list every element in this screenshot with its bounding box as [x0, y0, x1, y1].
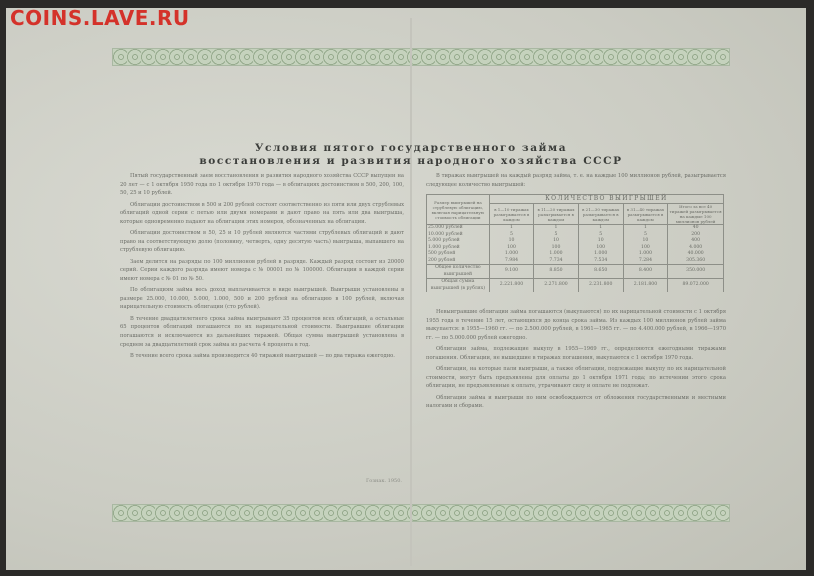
table-row — [427, 258, 724, 265]
table-cell: 7.984 — [489, 258, 533, 265]
table-cell: 10 — [623, 238, 668, 245]
site-watermark: COINS.LAVE.RU — [10, 6, 190, 30]
prize-table — [426, 194, 724, 292]
left-conditions-column — [120, 172, 404, 363]
quantity-header: КОЛИЧЕСТВО ВЫИГРЫШЕЙ — [489, 195, 723, 204]
prize-amount: 1.000 рублей — [427, 245, 490, 252]
title-line-2: восстановления и развития народного хозяйства СССР — [199, 155, 623, 167]
paragraph: В течение двадцатилетнего срока займа выигрывают 35 процентов всех облигаций, а остальные 65 процентов облигаций погашаются по их нарицательной стоимости. Выигравшие облигации погашаются и исключаются из дальнейших тиражей. Общая сумма выигрышей установлена в среднем за двадцатилетний срок займа из расчета 4 процента в год. — [120, 315, 404, 348]
table-cell: 40.000 — [668, 251, 724, 258]
table-cell: 7.284 — [623, 258, 668, 265]
paragraph: Пятый государственный заем восстановления и развития народного хозяйства СССР выпущен на 20 лет — с 1 октября 1950 года по 1 октября 1970 года — в облигациях достоинством в 500, 200, 100, 50, 25 и 10 рублей. — [120, 173, 404, 197]
table-cell: 7.734 — [534, 258, 579, 265]
table-cell: 10 — [578, 238, 623, 245]
col-header: Итого за все 40 тиражей разыгрывается на каждые 100 миллионов рублей — [669, 204, 722, 224]
table-cell: 1 — [534, 225, 579, 232]
table-cell: 1 — [489, 225, 533, 232]
right-intro-column — [426, 172, 726, 192]
prize-amount: 200 рублей — [427, 258, 490, 265]
bond-document — [6, 8, 806, 570]
table-cell: 1.000 — [578, 251, 623, 258]
paragraph: Облигации займа и выигрыши по ним освобождаются от обложения государственными и местными налогами и сборами. — [426, 394, 726, 410]
table-row-count — [427, 265, 724, 279]
table-cell: 2.231.800 — [578, 279, 623, 293]
table-cell: 89.072.000 — [668, 279, 724, 293]
size-header: Размер выигрышей на струблевую облигацию, включая нарицательную стоимость облигации — [427, 195, 490, 225]
table-cell: 100 — [578, 245, 623, 252]
paragraph: Облигации, на которые пали выигрыши, а также облигации, подлежащие выкупу по их нарицательной стоимости, могут быть предъявлены для оплаты до 1 октября 1971 года; по истечении этого срока облигации, не предъявленные к оплате, утрачивают силу и оплате не подлежат. — [426, 366, 726, 390]
table-cell: 1.000 — [489, 251, 533, 258]
table-cell: 1.000 — [623, 251, 668, 258]
table-cell: 8.850 — [534, 265, 579, 279]
paragraph: Облигации достоинством в 500 и 200 рублей состоят соответственно из пяти или двух cтрублевых облигаций одной серии с петью или двумя номерами и дают право на пять или два выигрыша, которые одновременно падают на облигации этих номеров, обозначенных на облигации. — [120, 201, 404, 225]
table-cell: 10 — [534, 238, 579, 245]
paragraph: В течение всего срока займа производится 40 тиражей выигрышей — по два тиража ежегодно. — [130, 352, 395, 359]
table-cell: 2.221.800 — [489, 279, 533, 293]
table-cell: 100 — [534, 245, 579, 252]
table-cell: 5 — [534, 232, 579, 239]
table-cell: 2.181.800 — [623, 279, 668, 293]
table-row — [427, 225, 724, 232]
table-cell: 100 — [623, 245, 668, 252]
table-cell: 200 — [668, 232, 724, 239]
table-cell: 40 — [668, 225, 724, 232]
ornamental-band-top — [112, 48, 730, 66]
right-conditions-column — [426, 308, 726, 413]
paragraph: Невыигравшие облигации займа погашаются (выкупаются) по их нарицательной стоимости с 1 октября 1955 года в течение 15 лет, остающихся до конца срока займа. Из каждых 100 миллионов рублей займа выкупается: в 1955—1960 гг. — по 2.500.000 рублей, в 1961—1965 гг. — по 4.400.000 рублей, в 1966—1970 гг. — по 5.000.000 рублей ежегодно. — [426, 309, 726, 342]
prize-amount: 5.000 рублей — [427, 238, 490, 245]
prize-amount: 25.000 рублей — [427, 225, 490, 232]
paragraph: Заем делится на разряды по 100 миллионов рублей в разряде. Каждый разряд состоит из 20000 серий. Серии каждого разряда имеют номера с № 00001 по № 100000. Облигации в каждой серии имеют номера с № 01 по № 50. — [120, 258, 404, 282]
col-header: в 1—10 тиражах разыгрывается в каждом — [489, 204, 533, 225]
table-cell: 100 — [489, 245, 533, 252]
center-fold — [410, 18, 412, 566]
prize-amount: 500 рублей — [427, 251, 490, 258]
count-label: Общее количество выигрышей — [427, 265, 490, 279]
table-cell: 5 — [578, 232, 623, 239]
table-cell: 350.000 — [668, 265, 724, 279]
table-cell: 400 — [668, 238, 724, 245]
table-row-sum — [427, 279, 724, 293]
paragraph: По облигациям займа весь доход выплачивается в виде выигрышей. Выигрыши установлены в размере 25.000, 10.000, 5.000, 1.000, 500 и 200 рублей на облигацию в 100 рублей, включая нарицательную стоимость облигации (сто рублей). — [120, 287, 404, 311]
table-cell: 8.650 — [578, 265, 623, 279]
prize-amount: 10.000 рублей — [427, 232, 490, 239]
table-cell: 2.271.800 — [534, 279, 579, 293]
table-cell: 305.360 — [668, 258, 724, 265]
ornamental-band-bottom — [112, 504, 730, 522]
col-header: в 11—20 тиражах разыгрывается в каждом — [534, 204, 579, 225]
table-cell: 9.100 — [489, 265, 533, 279]
sum-label: Общая сумма выигрышей (в рублях) — [427, 279, 490, 293]
table-intro: В тиражах выигрышей на каждый разряд займа, т. е. на каждые 100 миллионов рублей, разыгрывается следующее количество выигрышей: — [426, 173, 726, 188]
table-cell: 7.534 — [578, 258, 623, 265]
paragraph: Облигации достоинством в 50, 25 и 10 рублей являются частями струблевых облигаций и дают право на соответствующую долю (половину, четверть, одну десятую часть) выигрыша, выпавшего на струблевую облигацию. — [120, 230, 404, 254]
table-cell: 8.400 — [623, 265, 668, 279]
table-cell: 4.000 — [668, 245, 724, 252]
col-header: в 21—30 тиражах разыгрывается в каждом — [578, 204, 623, 225]
col-header: в 31—40 тиражах разыгрывается в каждом — [623, 204, 668, 225]
paragraph: Облигации займа, подлежащие выкупу в 1955—1969 гг., определяются ежегодными тиражами погашения. Облигации, не вышедшие в тиражах погашения, выкупаются с 1 октября 1970 года. — [426, 346, 726, 361]
table-cell: 1 — [578, 225, 623, 232]
table-cell: 5 — [623, 232, 668, 239]
printer-mark: Гознак. 1950. — [366, 478, 402, 484]
table-cell: 5 — [489, 232, 533, 239]
table-cell: 1 — [623, 225, 668, 232]
title-line-1: Условия пятого государственного займа — [254, 142, 568, 154]
table-cell: 10 — [489, 238, 533, 245]
table-cell: 1.000 — [534, 251, 579, 258]
